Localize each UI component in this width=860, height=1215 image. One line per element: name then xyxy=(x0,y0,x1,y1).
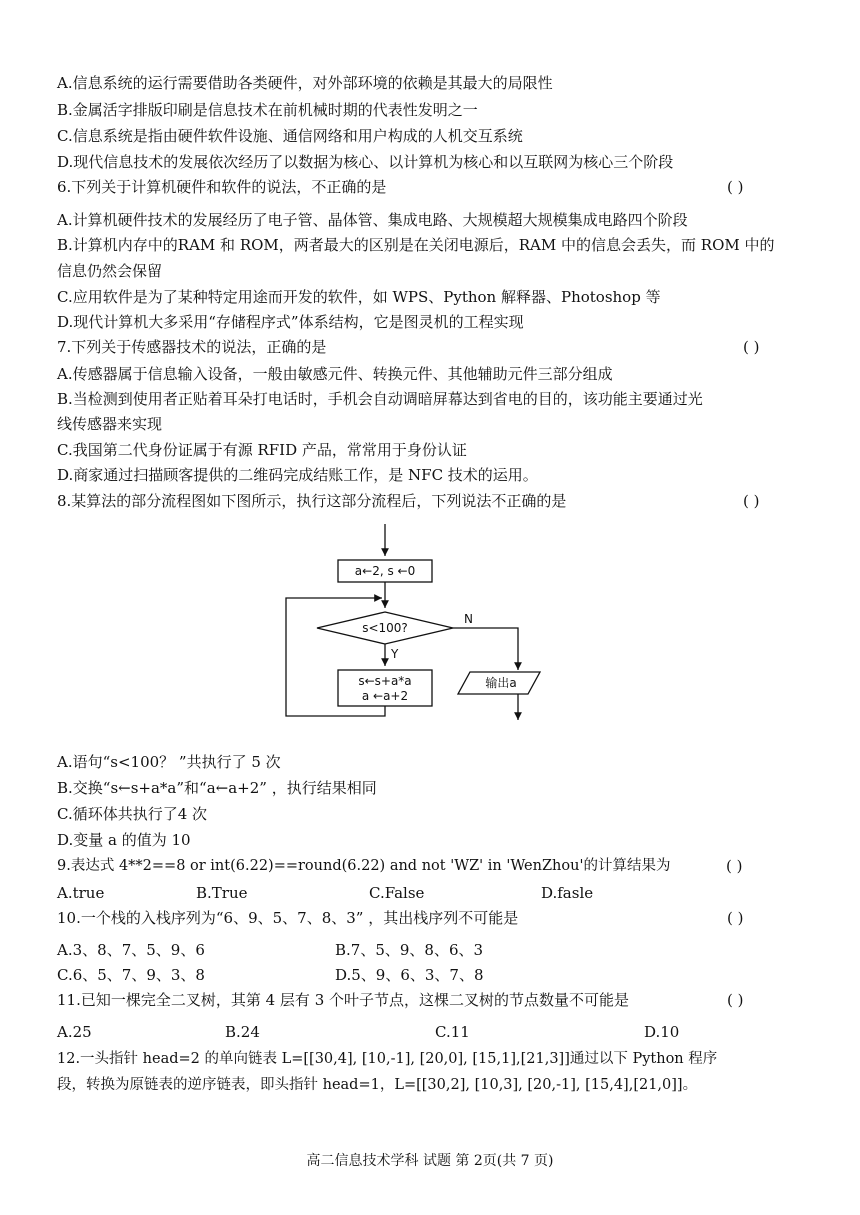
q7-stem: 7.下列关于传感器技术的说法，正确的是 xyxy=(57,338,327,356)
q5-option-a: A.信息系统的运行需要借助各类硬件，对外部环境的依赖是其最大的局限性 xyxy=(57,74,553,92)
q9-stem: 9.表达式 4**2==8 or int(6.22)==round(6.22) and not 'WZ' in 'WenZhou'的计算结果为 xyxy=(57,858,671,874)
flow-output-text: 输出a xyxy=(485,676,517,690)
q5-option-c: C.信息系统是指由硬件软件设施、通信网络和用户构成的人机交互系统 xyxy=(57,127,523,145)
q12-line1: 12.一头指针 head=2 的单向链表 L=[[30,4], [10,-1], [20,0], [15,1],[21,3]]通过以下 Python 程序 xyxy=(57,1051,718,1067)
q11-option-c: C.11 xyxy=(435,1023,470,1041)
q8-option-d: D.变量 a 的值为 10 xyxy=(57,831,191,849)
q8-option-a: A.语句“s<100？ ”共执行了 5 次 xyxy=(57,753,281,771)
q11-answer-paren: ( ) xyxy=(727,991,744,1009)
q6-answer-paren: ( ) xyxy=(727,178,744,196)
q10-stem: 10.一个栈的入栈序列为“6、9、5、7、8、3” ，其出栈序列不可能是 xyxy=(57,909,519,927)
flow-init-text: a←2, s ←0 xyxy=(354,564,416,578)
page-footer: 高二信息技术学科 试题 第 2页(共 7 页) xyxy=(306,1153,554,1169)
q9-option-a: A.true xyxy=(57,884,105,902)
q10-option-b: B.7、5、9、8、6、3 xyxy=(335,941,484,959)
q6-option-d: D.现代计算机大多采用“存储程序式”体系结构，它是图灵机的工程实现 xyxy=(57,313,524,331)
q8-flowchart xyxy=(278,520,548,730)
q9-option-c: C.False xyxy=(369,884,425,902)
q9-answer-paren: ( ) xyxy=(726,857,743,875)
q8-answer-paren: ( ) xyxy=(743,492,760,510)
q7-option-b-line1: B.当检测到使用者正贴着耳朵打电话时，手机会自动调暗屏幕达到省电的目的，该功能主要通过光 xyxy=(57,390,703,408)
q9-option-d: D.fasle xyxy=(541,884,594,902)
q10-option-d: D.5、9、6、3、7、8 xyxy=(335,966,484,984)
q6-stem: 6.下列关于计算机硬件和软件的说法，不正确的是 xyxy=(57,178,387,196)
q7-option-b-line2: 线传感器来实现 xyxy=(57,415,163,433)
q8-option-c: C.循环体共执行了4 次 xyxy=(57,805,208,823)
q5-option-d: D.现代信息技术的发展依次经历了以数据为核心、以计算机为核心和以互联网为核心三个阶段 xyxy=(57,153,674,171)
q6-option-b-line2: 信息仍然会保留 xyxy=(57,262,163,280)
q7-option-a: A.传感器属于信息输入设备，一般由敏感元件、转换元件、其他辅助元件三部分组成 xyxy=(57,365,613,383)
q11-option-a: A.25 xyxy=(57,1023,92,1041)
q11-option-d: D.10 xyxy=(644,1023,680,1041)
flow-body-line1: s←s+a*a xyxy=(358,674,412,688)
q8-stem: 8.某算法的部分流程图如下图所示，执行这部分流程后，下列说法不正确的是 xyxy=(57,492,567,510)
flow-no-branch xyxy=(453,628,518,670)
q8-option-b: B.交换“s←s+a*a”和“a←a+2” ，执行结果相同 xyxy=(57,779,377,797)
flow-body-line2: a ←a+2 xyxy=(361,689,409,703)
flow-no-label: N xyxy=(464,612,473,626)
q5-option-b: B.金属活字排版印刷是信息技术在前机械时期的代表性发明之一 xyxy=(57,101,478,119)
q11-stem: 11.已知一棵完全二叉树，其第 4 层有 3 个叶子节点，这棵二叉树的节点数量不可能是 xyxy=(57,991,630,1009)
flow-yes-label: Y xyxy=(391,647,399,661)
q10-option-c: C.6、5、7、9、3、8 xyxy=(57,966,205,984)
q6-option-b-line1: B.计算机内存中的RAM 和 ROM，两者最大的区别是在关闭电源后，RAM 中的信息会丢失，而 ROM 中的 xyxy=(57,236,775,254)
q9-option-b: B.True xyxy=(196,884,248,902)
q10-option-a: A.3、8、7、5、9、6 xyxy=(57,941,205,959)
q7-option-c: C.我国第二代身份证属于有源 RFID 产品，常常用于身份认证 xyxy=(57,441,467,459)
q11-option-b: B.24 xyxy=(225,1023,260,1041)
flow-cond-text: s<100? xyxy=(362,621,408,635)
q7-answer-paren: ( ) xyxy=(743,338,760,356)
q12-line2: 段，转换为原链表的逆序链表，即头指针 head=1，L=[[30,2], [10,3], [20,-1], [15,4],[21,0]]。 xyxy=(57,1077,698,1093)
q7-option-d: D.商家通过扫描顾客提供的二维码完成结账工作，是 NFC 技术的运用。 xyxy=(57,466,538,484)
q6-option-c: C.应用软件是为了某种特定用途而开发的软件，如 WPS、Python 解释器、Photoshop 等 xyxy=(57,288,661,306)
q10-answer-paren: ( ) xyxy=(727,909,744,927)
q6-option-a: A.计算机硬件技术的发展经历了电子管、晶体管、集成电路、大规模超大规模集成电路四个阶段 xyxy=(57,211,688,229)
